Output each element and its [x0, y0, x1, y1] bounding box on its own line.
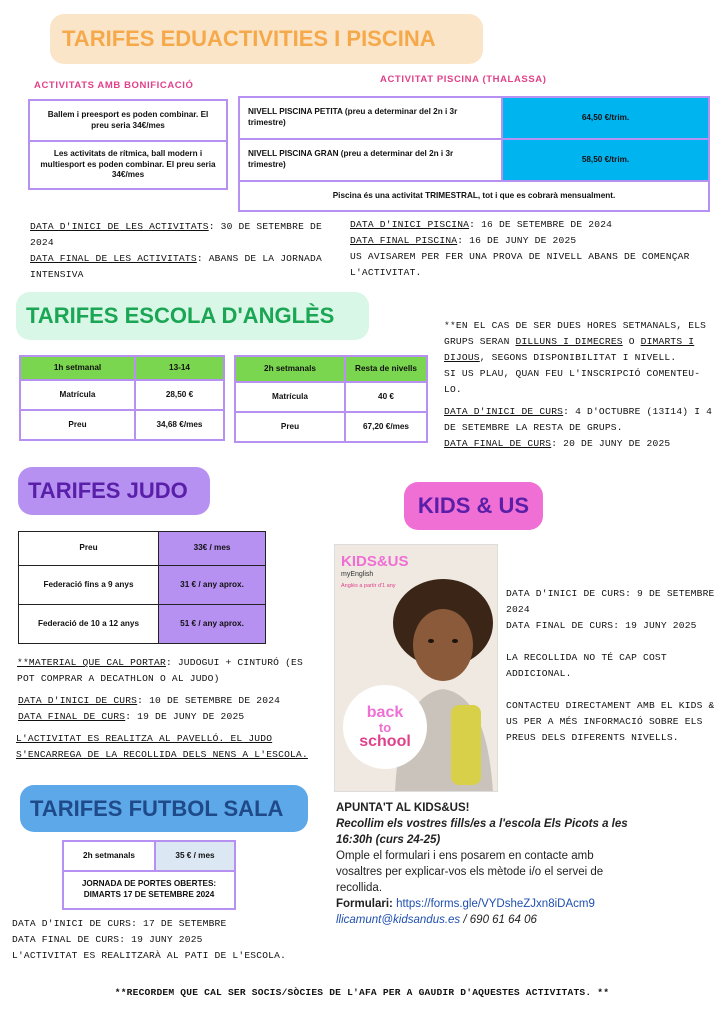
kids-form-label: Formulari: — [336, 898, 393, 910]
judo-inici-label: DATA D'INICI DE CURS — [18, 695, 138, 706]
futbol-final: DATA FINAL DE CURS: 19 JUNY 2025 — [12, 934, 203, 945]
judo-material-label: **MATERIAL QUE CAL PORTAR — [17, 657, 166, 668]
kids-poster-sub: myEnglish — [341, 571, 374, 578]
kids-contacte: CONTACTEU DIRECTAMENT AMB EL KIDS & US PER A MÉS INFORMACIÓ SOBRE ELS PREUS DELS DIFERENTS NIVELLS. — [506, 700, 715, 743]
kids-email-link[interactable]: llicamunt@kidsandus.es — [336, 914, 461, 926]
activitats-inici-label: DATA D'INICI DE LES ACTIVITATS — [30, 221, 209, 232]
piscina-inici-label: DATA D'INICI PISCINA — [350, 219, 470, 230]
angles-note-u2: DIMARTS I DIJOUS — [444, 336, 695, 363]
kids-form-link[interactable]: https://forms.gle/VYDsheZJxn8iDAcm9 — [396, 898, 595, 910]
activitats-inici-value: : 30 DE SETEMBRE DE 2024 — [30, 221, 322, 248]
judo-dates — [18, 693, 318, 725]
futbol-c2: 35 € / mes — [155, 841, 235, 871]
judo-material — [17, 655, 317, 687]
kids-apunta — [336, 800, 636, 928]
angles-table-2 — [234, 355, 428, 443]
kids-info — [506, 586, 716, 746]
judo-r3c1: Federació de 10 a 12 anys — [19, 605, 159, 644]
futbol-notes — [12, 916, 312, 964]
angles-t2-r2c2: 67,20 €/mes — [345, 412, 427, 442]
judo-r3c2: 51 € / any aprox. — [159, 605, 266, 644]
futbol-table — [62, 840, 236, 910]
angles-t1-r2c2: 34,68 €/mes — [135, 410, 224, 440]
kids-final: DATA FINAL DE CURS: 19 JUNY 2025 — [506, 620, 697, 631]
angles-t2-r1c2: 40 € — [345, 382, 427, 412]
piscina-note: Piscina és una activitat TRIMESTRAL, tot i que es cobrarà mensualment. — [239, 181, 709, 211]
angles-inici-value: : 4 D'OCTUBRE (13I14) I 4 DE SETEMBRE LA RESTA DE GRUPS. — [444, 406, 713, 433]
activitats-final-value: : ABANS DE LA JORNADA INTENSIVA — [30, 253, 322, 280]
judo-inici-value: : 10 DE SETEMBRE DE 2024 — [137, 695, 281, 706]
angles-t1-h2: 13-14 — [135, 356, 224, 380]
judo-r1c2: 33€ / mes — [159, 532, 266, 566]
kids-poster-badge — [343, 685, 427, 769]
angles-t2-r1c1: Matrícula — [235, 382, 345, 412]
kids-recollida: LA RECOLLIDA NO TÉ CAP COST ADDICIONAL. — [506, 652, 667, 679]
title-angles-text: TARIFES ESCOLA D'ANGLÈS — [26, 303, 335, 328]
kids-badge-line3: school — [359, 732, 411, 750]
futbol-c1: 2h setmanals — [63, 841, 155, 871]
judo-r1c1: Preu — [19, 532, 159, 566]
kids-badge-line2: to — [378, 719, 392, 735]
piscina-table — [238, 96, 710, 212]
kids-apunta-heading: APUNTA'T AL KIDS&US! — [336, 802, 470, 814]
angles-t2-h1: 2h setmanals — [235, 356, 345, 382]
title-futbol — [20, 785, 308, 832]
judo-final-label: DATA FINAL DE CURS — [18, 711, 126, 722]
kids-inici: DATA D'INICI DE CURS: 9 DE SETEMBRE 2024 — [506, 588, 715, 615]
piscina-prova-note: US AVISAREM PER FER UNA PROVA DE NIVELL ABANS DE COMENÇAR L'ACTIVITAT. — [350, 251, 690, 278]
futbol-pati: L'ACTIVITAT ES REALITZARÀ AL PATI DE L'ESCOLA. — [12, 950, 287, 961]
judo-r2c2: 31 € / any aprox. — [159, 566, 266, 605]
title-eduactivities — [50, 14, 483, 64]
futbol-jornada: JORNADA DE PORTES OBERTES: DIMARTS 17 DE SETEMBRE 2024 — [63, 871, 235, 909]
judo-table — [18, 531, 266, 644]
piscina-dates — [350, 217, 720, 281]
angles-note-mid: O — [622, 336, 641, 347]
title-futbol-text: TARIFES FUTBOL SALA — [30, 795, 284, 821]
kids-badge-line1: back — [366, 703, 404, 721]
piscina-final-label: DATA FINAL PISCINA — [350, 235, 458, 246]
judo-material-value: : JUDOGUI + CINTURÓ (ES POT COMPRAR A DECATHLON O AL JUDO) — [17, 657, 303, 684]
title-eduactivities-text: TARIFES EDUACTIVITIES I PISCINA — [62, 26, 436, 51]
angles-table-1 — [19, 355, 225, 441]
angles-inici-label: DATA D'INICI DE CURS — [444, 406, 564, 417]
angles-note-p1: **EN EL CAS DE SER DUES HORES SETMANALS, ELS GRUPS SERAN — [444, 320, 707, 347]
kids-phone: / 690 61 64 06 — [460, 914, 537, 926]
kids-apunta-body: Omple el formulari i ens posarem en contacte amb vosaltres per explicar-vos els mètode i/o el servei de recollida. — [336, 850, 604, 894]
activitats-dates — [30, 219, 340, 283]
bonificacio-row-1: Ballem i preesport es poden combinar. El preu seria 34€/mes — [29, 100, 227, 141]
title-judo — [18, 467, 210, 515]
angles-t1-h1: 1h setmanal — [20, 356, 135, 380]
judo-final-value: : 19 DE JUNY DE 2025 — [125, 711, 245, 722]
piscina-inici-value: : 16 DE SETEMBRE DE 2024 — [469, 219, 613, 230]
bonificacio-heading: ACTIVITATS AMB BONIFICACIÓ — [34, 80, 194, 91]
title-kids — [404, 482, 543, 530]
bonificacio-table — [28, 99, 228, 190]
futbol-inici: DATA D'INICI DE CURS: 17 DE SETEMBRE — [12, 918, 227, 929]
angles-note-end: , SEGONS DISPONIBILITAT I NIVELL. — [479, 352, 677, 363]
kids-poster-logo: KIDS&US — [341, 553, 409, 570]
title-angles — [16, 292, 369, 340]
piscina-row-2-label: NIVELL PISCINA GRAN (preu a determinar del 2n i 3r trimestre) — [239, 139, 502, 181]
piscina-row-2-price: 58,50 €/trim. — [502, 139, 709, 181]
judo-r2c1: Federació fins a 9 anys — [19, 566, 159, 605]
angles-t1-r2c1: Preu — [20, 410, 135, 440]
activitats-final-label: DATA FINAL DE LES ACTIVITATS — [30, 253, 197, 264]
angles-final-label: DATA FINAL DE CURS — [444, 438, 552, 449]
judo-pavello: L'ACTIVITAT ES REALITZA AL PAVELLÓ. EL JUDO S'ENCARREGA DE LA RECOLLIDA DELS NENS A L'ESCOLA. — [16, 733, 308, 760]
angles-note — [444, 318, 716, 452]
angles-t2-h2: Resta de nivells — [345, 356, 427, 382]
angles-final-value: : 20 DE JUNY DE 2025 — [551, 438, 671, 449]
angles-note-u1: DILLUNS I DIMECRES — [515, 336, 623, 347]
bonificacio-row-2: Les activitats de rítmica, ball modern i multiesport es poden combinar. El preu seria 34€/mes — [29, 141, 227, 189]
piscina-heading: ACTIVITAT PISCINA (THALASSA) — [380, 74, 547, 85]
kids-poster — [334, 544, 498, 792]
footer-note: **RECORDEM QUE CAL SER SOCIS/SÒCIES DE L'AFA PER A GAUDIR D'AQUESTES ACTIVITATS. ** — [114, 987, 610, 998]
title-kids-text: KIDS & US — [417, 493, 530, 518]
angles-t2-r2c1: Preu — [235, 412, 345, 442]
title-judo-text: TARIFES JUDO — [28, 478, 188, 503]
piscina-final-value: : 16 DE JUNY DE 2025 — [457, 235, 577, 246]
piscina-row-1-label: NIVELL PISCINA PETITA (preu a determinar del 2n i 3r trimestre) — [239, 97, 502, 139]
angles-t1-r1c2: 28,50 € — [135, 380, 224, 410]
kids-apunta-italic: Recollim els vostres fills/es a l'escola Els Picots a les 16:30h (curs 24-25) — [336, 818, 628, 846]
kids-poster-tag: Anglès a partir d'1 any — [341, 583, 396, 589]
piscina-row-1-price: 64,50 €/trim. — [502, 97, 709, 139]
angles-t1-r1c1: Matrícula — [20, 380, 135, 410]
angles-note-p2: SI US PLAU, QUAN FEU L'INSCRIPCIÓ COMENTEU-LO. — [444, 368, 701, 395]
